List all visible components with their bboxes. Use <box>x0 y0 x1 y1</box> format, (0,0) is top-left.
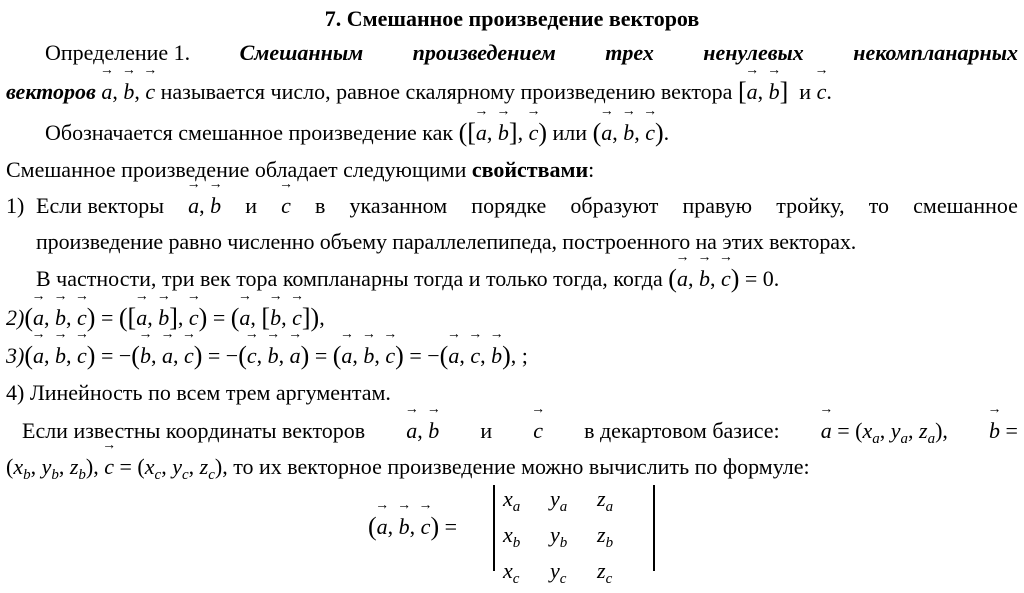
properties-text: Смешанное произведение обладает следующими <box>6 157 467 182</box>
p1-word-6: тройку, <box>776 193 845 218</box>
coords-formula-text: , то их векторное произведение можно вычислить по формуле: <box>222 454 810 479</box>
coords-b-def-end: ($x_b$, $y_b$, $z_b$) <box>6 454 94 483</box>
p1-coplanar-formula: (→ a, → b, → c) <box>668 266 739 291</box>
definition-line-2 <box>6 77 832 107</box>
coords-vector-c: → c <box>533 416 543 454</box>
def-and: и <box>799 79 812 104</box>
def-text: называется число, равное скалярному произведению вектора <box>160 79 733 104</box>
vectors-abc: → a, → b, → c <box>101 79 155 104</box>
det-row-b: $x_b$ $y_b$ $z_b$ <box>503 522 614 551</box>
determinant <box>493 485 655 587</box>
determinant-lhs: (→ a, → b, → c) = <box>368 512 457 542</box>
p1-word-2: указанном <box>349 193 448 218</box>
definition-line-1 <box>45 38 1018 68</box>
coords-line-2: ($x_b$, $y_b$, $z_b$), → $c = (x_c$, $y_c$, $z_c$), то их векторное произведение можно вычислить по формуле: <box>6 452 810 490</box>
coords-b-def-start: → b = <box>989 416 1018 454</box>
property-3-formula: (→ a, → b, → c) = −(→ b, → a, → c) = −(→ c, → b, → a) = (→ a, → b, → c) = −(→ a, → c, → b), ; <box>24 343 528 368</box>
p1-word-1: в <box>315 193 326 218</box>
notation-or: или <box>552 120 588 145</box>
property-1-line-2: произведение равно численно объему параллелепипеда, построенного на этих векторах. <box>36 229 857 254</box>
coords-c-def: → $c = (x_c$, $y_c$, $z_c$) <box>104 454 222 479</box>
p1-vectors-ab: → a, → b <box>188 191 221 221</box>
determinant-matrix <box>503 485 644 593</box>
def-word-2: произведением <box>412 40 556 65</box>
properties-intro: Смешанное произведение обладает следующими свойствами: <box>6 157 595 182</box>
p1-and: и <box>245 193 258 218</box>
notation-text: Обозначается смешанное произведение как <box>45 120 454 145</box>
property-3-number: 3) <box>6 343 25 368</box>
notation-formula-1: ([→ a, → b], → c) <box>459 120 547 145</box>
def-word-4: ненулевых <box>703 40 804 65</box>
vector-c: → c. <box>817 79 832 104</box>
property-2-formula: (→ a, → b, → c) = ([→ a, → b], → c) = (→ a, [→ b, → c]), <box>24 305 324 330</box>
property-3 <box>6 341 528 371</box>
property-1-line-1 <box>36 191 1018 221</box>
property-4: 4) Линейность по всем трем аргументам. <box>6 380 391 405</box>
p1-word-5: правую <box>682 193 753 218</box>
det-row-c: $x_c$ $y_c$ $z_c$ <box>503 558 613 587</box>
p1-word-4: образуют <box>570 193 659 218</box>
p1-if-vectors: Если векторы <box>36 193 164 218</box>
coords-line-1 <box>22 416 1018 454</box>
p1-vector-c: → c <box>281 191 291 221</box>
coords-vectors-ab: → a, → b <box>406 416 439 454</box>
coords-basis: в декартовом базисе: <box>584 418 780 443</box>
page-title: 7. Смешанное произведение векторов <box>324 6 700 31</box>
coords-a-def: → $a = (x_a$, $y_a$, $z_a$), <box>821 416 948 454</box>
coords-and: и <box>480 418 493 443</box>
notation-line <box>45 118 669 148</box>
def-word-1: Смешанным <box>239 40 364 65</box>
definition-label: Определение 1. <box>45 40 191 65</box>
cross-product-ab: [→ a, → b] <box>738 79 788 104</box>
def-word-5: некомпланарных <box>853 40 1018 65</box>
p1-equals-zero: = 0. <box>744 266 780 291</box>
p1-word-8: смешанное <box>913 193 1018 218</box>
property-2-number: 2) <box>6 305 25 330</box>
coords-intro: Если известны координаты векторов <box>22 418 366 443</box>
properties-bold: свойствами <box>471 157 589 182</box>
p1-word-7: то <box>868 193 890 218</box>
def-word-3: трех <box>605 40 654 65</box>
notation-formula-2: (→ a, → b, → c). <box>593 120 670 145</box>
p1-word-3: порядке <box>471 193 547 218</box>
det-row-a: $x_a$ $y_a$ $z_a$ <box>503 486 614 515</box>
def-term-end: векторов <box>6 79 96 104</box>
p1-in-particular: В частности, три век тора компланарны тогда и только тогда, когда <box>36 266 663 291</box>
property-1-number: 1) <box>6 193 25 218</box>
